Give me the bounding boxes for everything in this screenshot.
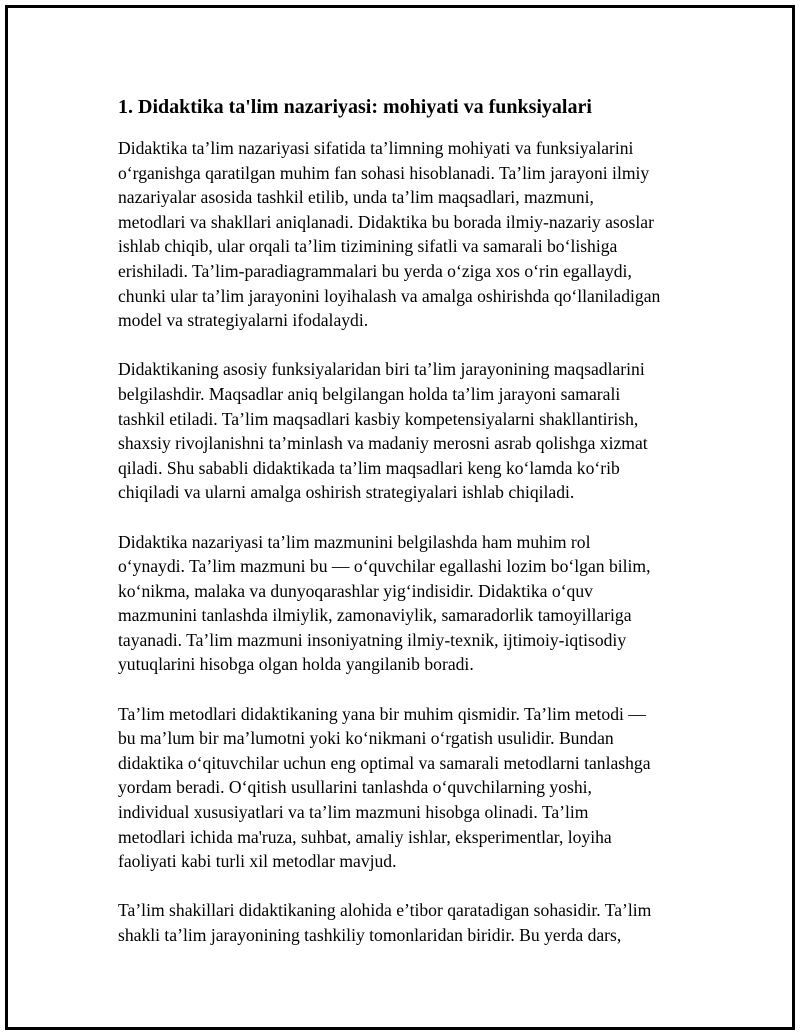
paragraph-line: erishiladi. Ta’lim-paradiagrammalari bu yerda o‘ziga xos o‘rin egallaydi, [118,260,632,281]
paragraph-line: nazariyalar asosida tashkil etilib, unda ta’lim maqsadlari, mazmuni, [118,187,594,208]
paragraph-line: ko‘nikma, malaka va dunyoqarashlar yig‘indisidir. Didaktika o‘quv [118,580,593,601]
paragraph-line: yutuqlarini hisobga olgan holda yangilanib boradi. [118,654,474,675]
paragraph-line: Ta’lim shakillari didaktikaning alohida e’tibor qaratadigan sohasidir. Ta’lim [118,900,652,921]
body-paragraph [118,136,698,333]
body-paragraph [118,357,698,505]
paragraph-line: faoliyati kabi turli xil metodlar mavjud. [118,851,397,872]
paragraph-line: individual xususiyatlari va ta’lim mazmuni hisobga olinadi. Ta’lim [118,802,589,823]
paragraph-line: o‘ynaydi. Ta’lim mazmuni bu — o‘quvchilar egallashi lozim bo‘lgan bilim, [118,556,651,577]
paragraph-line: didaktika o‘qituvchilar uchun eng optimal va samarali metodlarni tanlashga [118,752,651,773]
paragraph-line: model va strategiyalarni ifodalaydi. [118,310,369,331]
paragraph-line: metodlari ichida ma'ruza, suhbat, amaliy ishlar, eksperimentlar, loyiha [118,826,612,847]
section-heading: 1. Didaktika ta'lim nazariyasi: mohiyati va funksiyalari [118,96,592,118]
paragraph-line: mazmunini tanlashda ilmiylik, zamonaviylik, samaradorlik tamoyillariga [118,605,632,626]
paragraph-line: shaxsiy rivojlanishni ta’minlash va madaniy merosni asrab qolishga xizmat [118,433,648,454]
paragraph-line: Ta’lim metodlari didaktikaning yana bir muhim qismidir. Ta’lim metodi — [118,703,646,724]
body-paragraph [118,530,698,678]
paragraph-line: belgilashdir. Maqsadlar aniq belgilangan holda ta’lim jarayoni samarali [118,383,621,404]
paragraph-line: yordam beradi. O‘qitish usullarini tanlashda o‘quvchilarning yoshi, [118,777,592,798]
paragraph-line: ishlab chiqib, ular orqali ta’lim tizimining sifatli va samarali bo‘lishiga [118,236,618,257]
paragraph-line: tashkil etiladi. Ta’lim maqsadlari kasbiy kompetensiyalarni shakllantirish, [118,408,639,429]
paragraph-line: chunki ular ta’lim jarayonini loyihalash va amalga oshirishda qo‘llaniladigan [118,285,661,306]
paragraph-line: bu ma’lum bir ma’lumotni yoki ko‘nikmani o‘rgatish usulidir. Bundan [118,728,614,749]
document-body [118,93,698,972]
paragraph-line: tayanadi. Ta’lim mazmuni insoniyatning ilmiy-texnik, ijtimoiy-iqtisodiy [118,629,627,650]
paragraph-line: metodlari va shakllari aniqlanadi. Didaktika bu borada ilmiy-nazariy asoslar [118,211,654,232]
paragraph-line: Didaktika ta’lim nazariyasi sifatida ta’limning mohiyati va funksiyalarini [118,138,634,158]
paragraph-line: shakli ta’lim jarayonining tashkiliy tomonlaridan biridir. Bu yerda dars, [118,925,622,945]
paragraph-line: Didaktikaning asosiy funksiyalaridan biri ta’lim jarayonining maqsadlarini [118,359,645,380]
paragraph-list [118,136,698,948]
paragraph-line: o‘rganishga qaratilgan muhim fan sohasi hisoblanadi. Ta’lim jarayoni ilmiy [118,162,650,183]
body-paragraph [118,898,698,947]
paragraph-line: Didaktika nazariyasi ta’lim mazmunini belgilashda ham muhim rol [118,531,591,552]
paragraph-line: qiladi. Shu sababli didaktikada ta’lim maqsadlari keng ko‘lamda ko‘rib [118,457,620,478]
body-paragraph [118,702,698,874]
paragraph-line: chiqiladi va ularni amalga oshirish strategiyalari ishlab chiqiladi. [118,482,575,503]
